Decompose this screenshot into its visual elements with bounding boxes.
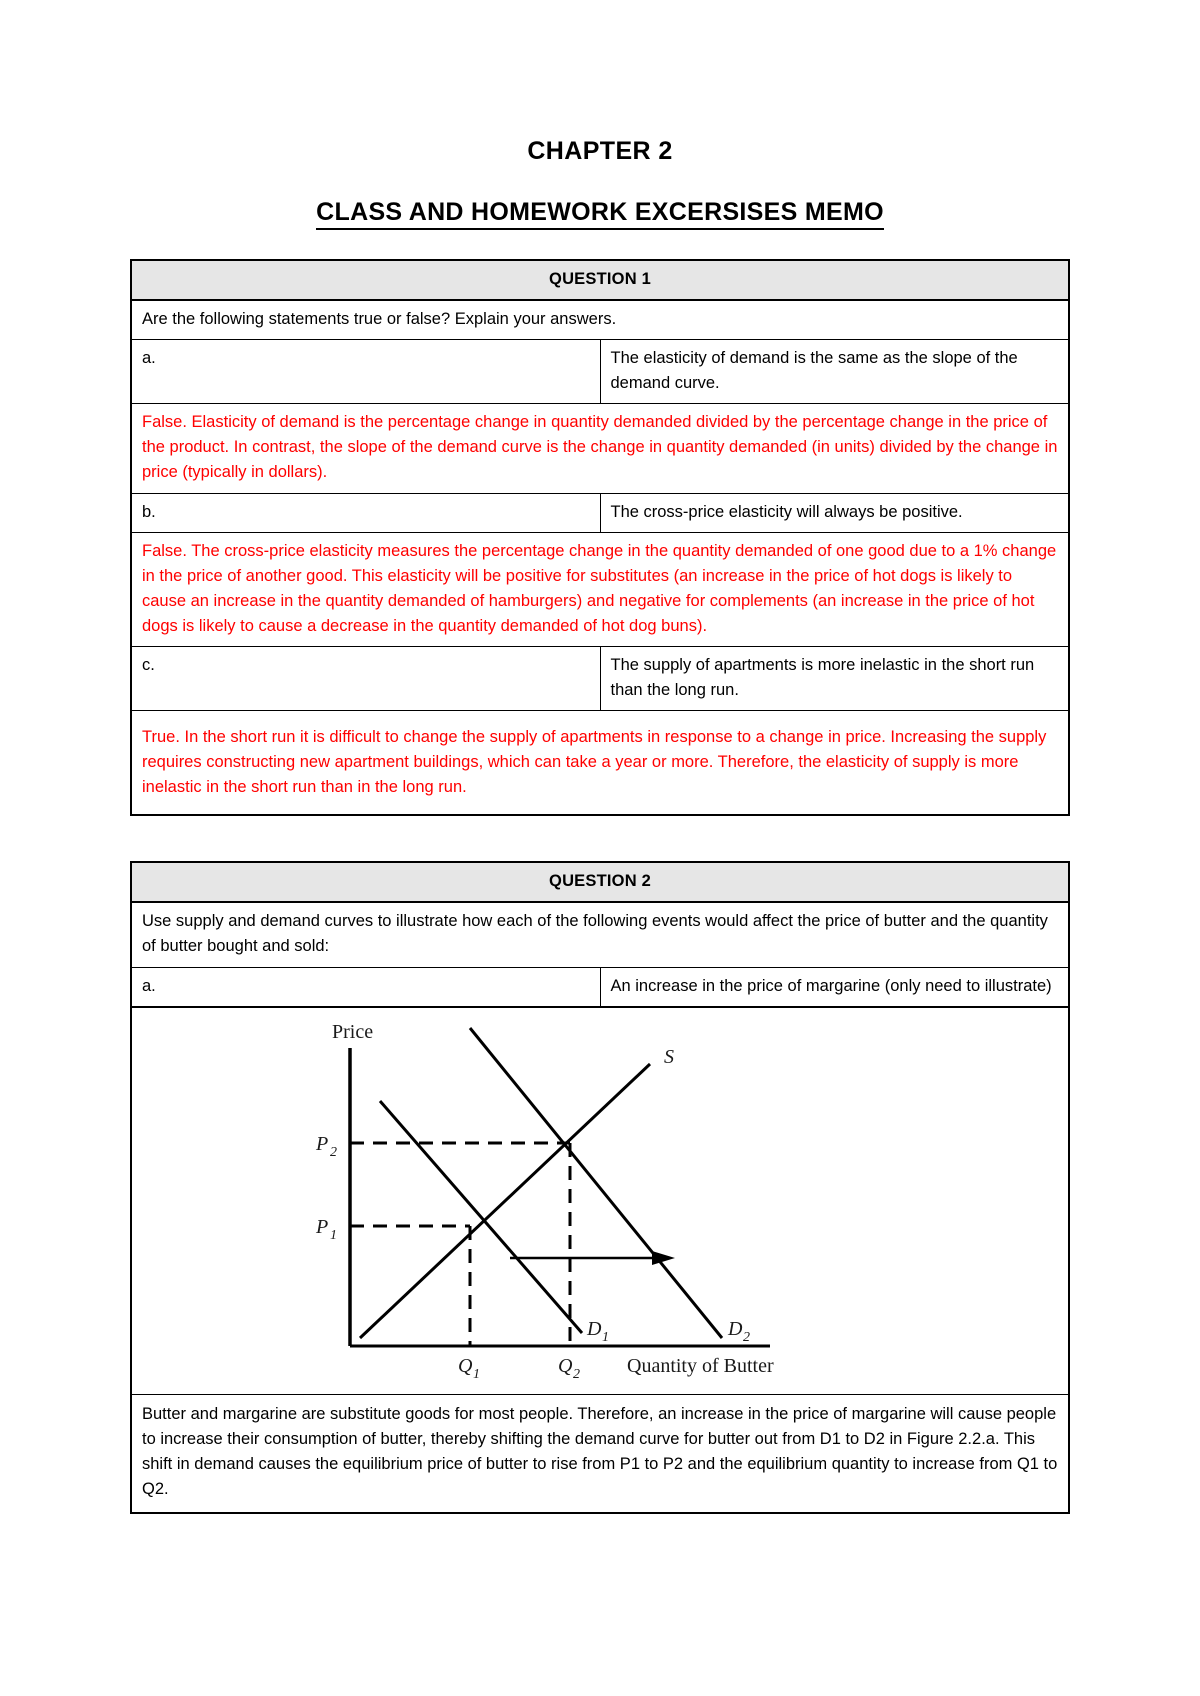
supply-demand-chart	[132, 1008, 1068, 1394]
table-row	[131, 711, 1069, 816]
question-2-section	[130, 816, 1070, 1514]
question-2-header: QUESTION 2	[131, 862, 1069, 902]
q2-item-letter-a: a.	[131, 967, 600, 1007]
price-label-p2-sub: 2	[330, 1144, 337, 1160]
item-answer-b: False. The cross-price elasticity measures the percentage change in the quantity demanded of one good due to a 1% change in the price of another good. This elasticity will be positive for substitutes (an increase in the price of hot dogs is likely to cause an increase in the quantity demanded of hamburgers) and negative for complements (an increase in the price of hot dogs is likely to cause a decrease in the quantity demanded of hot dog buns).	[131, 532, 1069, 646]
supply-demand-graph-cell	[131, 1007, 1069, 1395]
item-letter-c: c.	[131, 646, 600, 710]
page-subtitle	[130, 166, 1070, 227]
quantity-label-q2: Q	[558, 1354, 573, 1377]
table-row	[131, 404, 1069, 493]
demand-curve-d1-label: D	[587, 1317, 602, 1340]
y-axis-label: Price	[332, 1020, 374, 1043]
table-row	[131, 340, 1069, 404]
question-1-section	[130, 226, 1070, 816]
question-1-prompt: Are the following statements true or false? Explain your answers.	[131, 300, 1069, 340]
q2-item-statement-a: An increase in the price of margarine (only need to illustrate)	[600, 967, 1069, 1007]
item-answer-c: True. In the short run it is difficult to change the supply of apartments in response to a change in price. Increasing the supply requires constructing new apartment buildings, which can take a year or more. Therefore, the elasticity of supply is more inelastic in the short run than in the long run.	[131, 711, 1069, 816]
table-row	[131, 260, 1069, 300]
quantity-label-q2-sub: 2	[573, 1366, 580, 1382]
demand-curve-d1-label-sub: 1	[602, 1329, 609, 1345]
quantity-label-q1: Q	[458, 1354, 473, 1377]
table-row	[131, 902, 1069, 967]
item-statement-a: The elasticity of demand is the same as the slope of the demand curve.	[600, 340, 1069, 404]
quantity-label-q1-sub: 1	[473, 1366, 480, 1382]
table-row	[131, 300, 1069, 340]
table-row	[131, 646, 1069, 710]
question-2-prompt: Use supply and demand curves to illustrate how each of the following events would affect the price of butter and the quantity of butter bought and sold:	[131, 902, 1069, 967]
question-2-table	[130, 861, 1070, 1514]
x-axis-label: Quantity of Butter	[627, 1354, 774, 1377]
question-1-table	[130, 259, 1070, 816]
table-row	[131, 1007, 1069, 1395]
price-label-p1-sub: 1	[330, 1227, 337, 1243]
table-row	[131, 967, 1069, 1007]
page-subtitle-text: CLASS AND HOMEWORK EXCERSISES MEMO	[316, 198, 884, 230]
item-statement-b: The cross-price elasticity will always be positive.	[600, 493, 1069, 532]
question-1-header: QUESTION 1	[131, 260, 1069, 300]
table-row	[131, 1394, 1069, 1513]
demand-curve-d2	[470, 1028, 722, 1338]
item-letter-a: a.	[131, 340, 600, 404]
item-letter-b: b.	[131, 493, 600, 532]
price-label-p1: P	[316, 1215, 329, 1238]
chart-svg	[132, 1008, 1068, 1394]
table-row	[131, 862, 1069, 902]
item-statement-c: The supply of apartments is more inelastic in the short run than the long run.	[600, 646, 1069, 710]
page-title: CHAPTER 2	[527, 137, 673, 165]
demand-shift-arrow-head	[652, 1251, 675, 1265]
demand-curve-d1	[380, 1101, 582, 1333]
supply-curve-label: S	[664, 1045, 674, 1068]
demand-curve-d2-label: D	[728, 1317, 743, 1340]
question-2-caption: Butter and margarine are substitute goods for most people. Therefore, an increase in the price of margarine will cause people to increase their consumption of butter, thereby shifting the demand curve for butter out from D1 to D2 in Figure 2.2.a. This shift in demand causes the equilibrium price of butter to rise from P1 to P2 and the equilibrium quantity to increase from Q1 to Q2.	[131, 1394, 1069, 1513]
price-label-p2: P	[316, 1132, 329, 1155]
item-answer-a: False. Elasticity of demand is the percentage change in quantity demanded divided by the percentage change in the price of the product. In contrast, the slope of the demand curve is the change in quantity demanded (in units) divided by the change in price (typically in dollars).	[131, 404, 1069, 493]
supply-curve	[360, 1064, 650, 1338]
table-row	[131, 532, 1069, 646]
table-row	[131, 493, 1069, 532]
demand-curve-d2-label-sub: 2	[743, 1329, 750, 1345]
